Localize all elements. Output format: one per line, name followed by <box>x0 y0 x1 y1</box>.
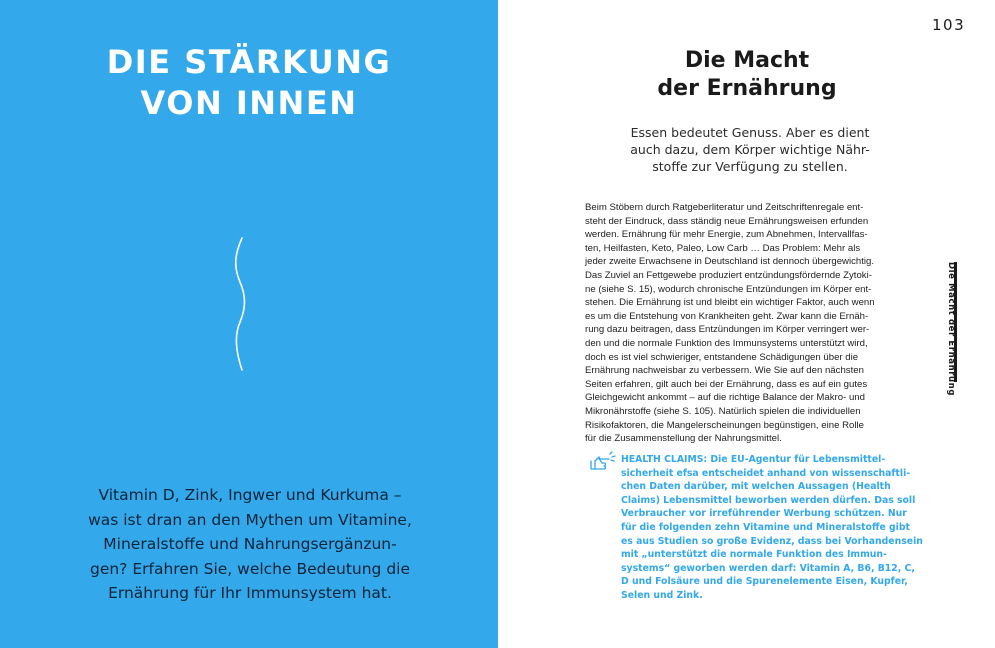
health-claims-line <box>621 453 921 467</box>
chapter-title-line: DIE STÄRKUNG <box>106 43 392 81</box>
teaser-line: gen? Erfahren Sie, welche Bedeutung die <box>89 559 411 578</box>
teaser-line: Vitamin D, Zink, Ingwer und Kurkuma – <box>98 486 402 504</box>
health-claims-line: Verbraucher vor irreführender Werbung schützen. Nur <box>621 508 907 520</box>
body-line: ten, Heilfasten, Keto, Paleo, Low Carb … Das Problem: Mehr als <box>585 242 861 254</box>
body-line: stehen. Die Ernährung ist und bleibt ein wichtiger Faktor, auch wenn <box>585 297 875 309</box>
health-claims-box <box>621 453 921 603</box>
lead-paragraph <box>620 124 880 175</box>
body-line: Beim Stöbern durch Ratgeberliteratur und Zeitschriftenregale ent- <box>585 202 864 213</box>
body-line: den und die normale Funktion des Immunsystems unterstützt wird, <box>585 337 868 349</box>
body-line: jeder zweite Erwachsene in Deutschland ist dennoch übergewichtig. <box>585 256 875 268</box>
body-line: Mikronährstoffe (siehe S. 105). Natürlich spielen die individuellen <box>585 405 861 417</box>
body-line: ne (siehe S. 15), wodurch chronische Entzündungen im Körper ent- <box>585 283 872 295</box>
body-line: es um die Entstehung von Krankheiten geht. Zwar kann die Ernäh- <box>585 310 869 322</box>
body-line: für die Zusammenstellung der Nahrungsmittel. <box>585 433 782 445</box>
health-claims-first-line: Die EU-Agentur für Lebensmittel- <box>707 454 886 465</box>
side-tab-label: Die Macht der Ernährung <box>946 262 956 397</box>
wave-line-icon <box>230 236 254 372</box>
body-line: rung dazu beitragen, dass Entzündungen im Körper verringert wer- <box>585 324 870 336</box>
section-heading-line: der Ernährung <box>657 76 837 101</box>
body-line: Das Zuviel an Fettgewebe produziert entzündungsfördernde Zytoki- <box>585 269 872 281</box>
health-claims-line: sicherheit efsa entscheidet anhand von wissenschaftli- <box>621 467 911 479</box>
body-line: Risikofaktoren, die Mangelerscheinungen begünstigen, eine Rolle <box>585 419 864 431</box>
chapter-title-line: VON INNEN <box>140 84 358 122</box>
health-claims-line: systems“ geworben werden darf: Vitamin A, B6, B12, C, <box>621 562 915 574</box>
page-number: 103 <box>932 16 966 34</box>
body-line: werden. Ernährung für mehr Energie, zum Abnehmen, Intervallfas- <box>585 229 868 241</box>
teaser-line: Ernährung für Ihr Immunsystem hat. <box>108 584 392 602</box>
health-claims-line: D und Folsäure und die Spurenelemente Eisen, Kupfer, <box>621 576 908 588</box>
body-paragraph <box>585 201 915 446</box>
health-claims-line: Selen und Zink. <box>621 589 703 601</box>
lead-line: Essen bedeutet Genuss. Aber es dient <box>630 125 870 140</box>
health-claims-line: mit „unterstützt die normale Funktion des Immun- <box>621 549 887 561</box>
lead-line: auch dazu, dem Körper wichtige Nähr- <box>630 142 870 157</box>
health-claims-label: HEALTH CLAIMS: <box>621 454 708 465</box>
health-claims-line: Claims) Lebensmittel beworben werden dürfen. Das soll <box>621 494 916 506</box>
health-claims-line: chen Daten darüber, mit welchen Aussagen (Health <box>621 481 891 493</box>
body-line: steht der Eindruck, dass ständig neue Ernährungsweisen erfunden <box>585 215 869 227</box>
lead-line: stoffe zur Verfügung zu stellen. <box>652 159 848 174</box>
chapter-teaser <box>70 483 430 606</box>
body-line: Seiten erfahren, gilt auch bei der Ernährung, dass es auf ein gutes <box>585 378 868 390</box>
pointing-hand-icon <box>589 451 617 471</box>
teaser-line: Mineralstoffe und Nahrungsergänzun- <box>103 535 397 553</box>
teaser-line: was ist dran an den Mythen um Vitamine, <box>88 510 412 529</box>
section-heading <box>597 47 897 103</box>
body-line: doch es ist viel schwieriger, entstandene Schädigungen über die <box>585 351 859 363</box>
health-claims-line: es aus Studien so große Evidenz, dass bei Vorhandensein <box>621 535 923 547</box>
health-claims-line: für die folgenden zehn Vitamine und Mineralstoffe gibt <box>621 521 910 533</box>
body-line: Gleichgewicht ankommt – auf die richtige Balance der Makro- und <box>585 392 865 404</box>
section-heading-line: Die Macht <box>684 48 810 73</box>
body-line: Ernährung nachweisbar zu verbessern. Wie Sie auf den nächsten <box>585 365 864 377</box>
chapter-side-tab <box>945 262 957 397</box>
chapter-title <box>0 42 498 124</box>
